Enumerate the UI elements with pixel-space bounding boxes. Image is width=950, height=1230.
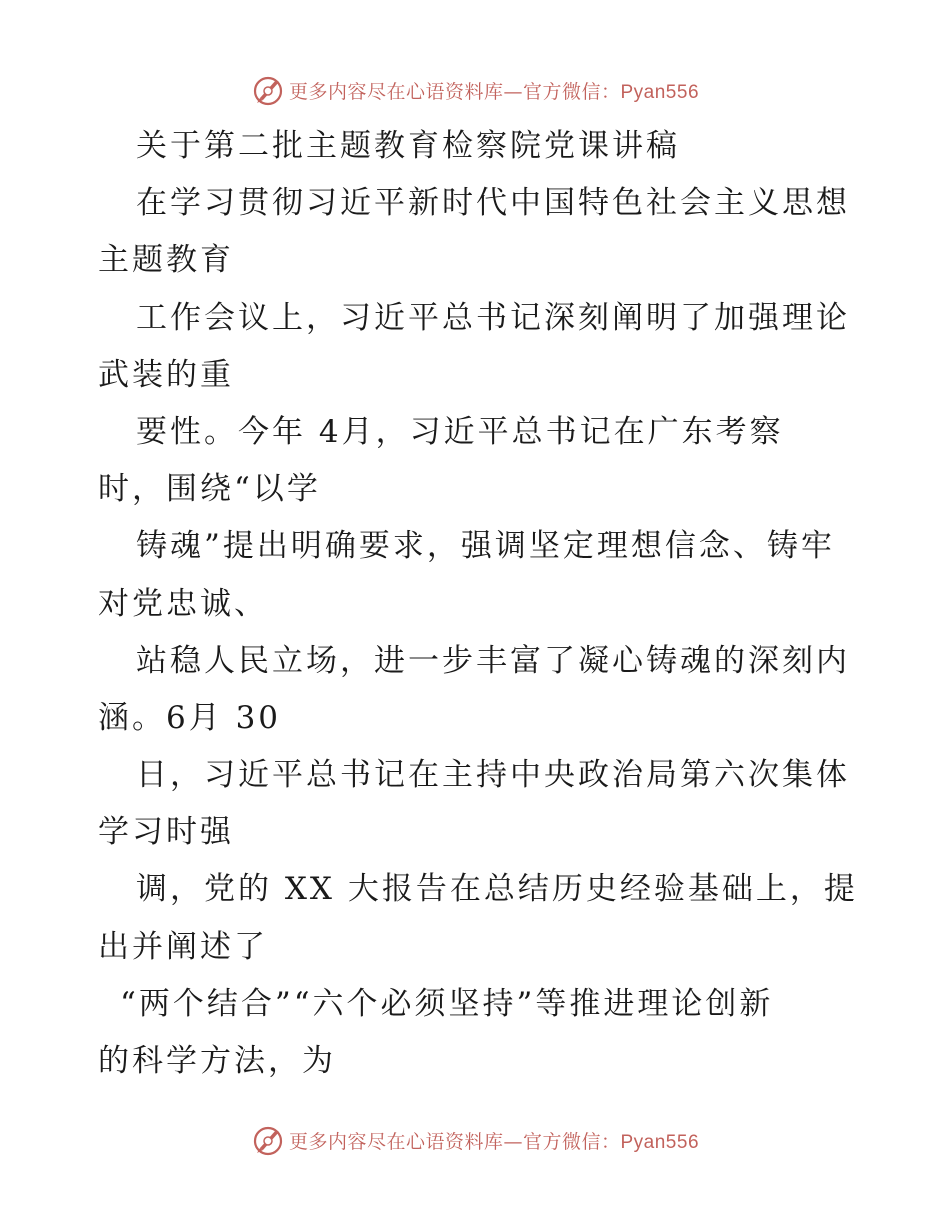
footer-watermark	[0, 1120, 950, 1160]
watermark-wechat-id: Pyan556	[620, 1131, 700, 1153]
document-body	[98, 118, 858, 1090]
text-line: 铸魂”提出明确要求，强调坚定理想信念、铸牢	[136, 528, 835, 565]
text-line: 出并阐述了	[98, 928, 268, 965]
watermark-wechat-id: Pyan556	[620, 81, 700, 103]
text-line: 时，围绕“以学	[98, 471, 321, 508]
watermark-text: 更多内容尽在心语资料库—官方微信：Pyan556	[288, 80, 700, 103]
watermark-text: 更多内容尽在心语资料库—官方微信：Pyan556	[288, 1130, 700, 1153]
text-line: 要性。今年 4月，习近平总书记在广东考察	[136, 413, 784, 450]
text-line: 学习时强	[98, 814, 234, 851]
text-line: 的科学方法，为	[98, 1043, 336, 1079]
header-watermark	[0, 70, 950, 110]
quill-seal-logo-icon	[251, 73, 285, 107]
text-line: 在学习贯彻习近平新时代中国特色社会主义思想	[136, 185, 850, 222]
text-line: 日，习近平总书记在主持中央政治局第六次集体	[136, 757, 850, 794]
text-line: 站稳人民立场，进一步丰富了凝心铸魂的深刻内	[136, 642, 850, 679]
text-line: 主题教育	[98, 242, 234, 279]
text-line: 涵。6月 30	[98, 699, 282, 736]
text-line: 工作会议上，习近平总书记深刻阐明了加强理论	[136, 299, 850, 336]
document-title: 关于第二批主题教育检察院党课讲稿	[136, 128, 680, 164]
quill-seal-logo-icon	[251, 1123, 285, 1157]
text-line: “两个结合”“六个必须坚持”等推进理论创新	[120, 985, 774, 1022]
text-line: 武装的重	[98, 356, 234, 393]
text-line: 对党忠诚、	[98, 585, 268, 622]
text-line: 调，党的 XX 大报告在总结历史经验基础上，提	[136, 871, 858, 908]
